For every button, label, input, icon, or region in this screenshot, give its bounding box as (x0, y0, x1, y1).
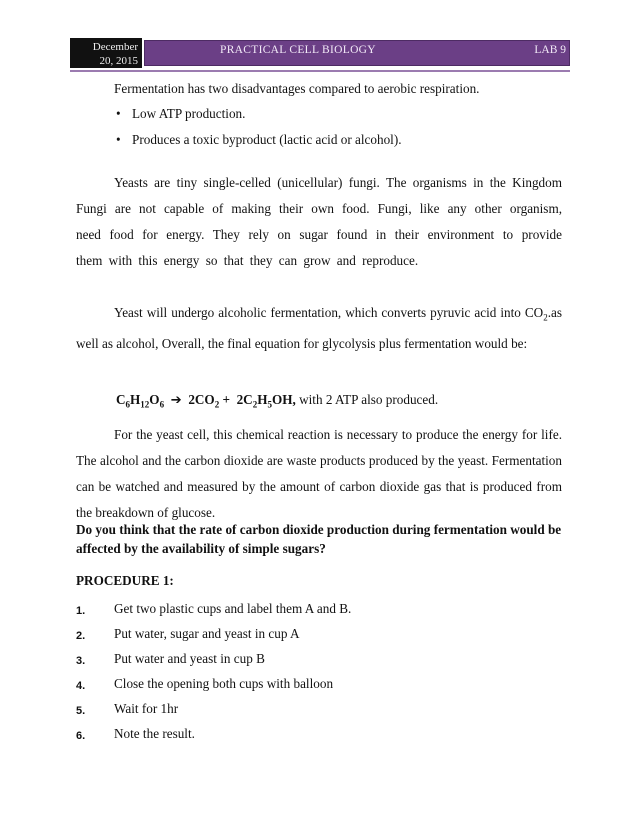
bullet-item: • Produces a toxic byproduct (lactic acid or alcohol). (132, 132, 402, 148)
equation-suffix: with 2 ATP also produced. (295, 392, 439, 407)
step-number: 5. (76, 705, 86, 717)
paragraph-energy: For the yeast cell, this chemical reaction is necessary to produce the energy for life. The alcohol and the carbon dioxide are waste products produced by the yeast. Fermentation can be watched and measured by the amount of carbon dioxide gas that is produced from the breakdown of glucose. (76, 427, 562, 520)
procedure-heading: PROCEDURE 1: (76, 573, 174, 588)
header-rule (70, 70, 570, 72)
step-number: 1. (76, 605, 86, 617)
step-number: 3. (76, 655, 86, 667)
paragraph-fermentation (76, 300, 562, 357)
step-text: Close the opening both cups with balloon (114, 676, 334, 691)
header-date-line1: December (92, 41, 138, 53)
step-text: Note the result. (114, 726, 195, 741)
step-number: 4. (76, 680, 86, 692)
header-lab-number: LAB 9 (534, 44, 566, 56)
intro-text: Fermentation has two disadvantages compared to aerobic respiration. (114, 81, 480, 96)
paragraph-fermentation-part1: Yeast will undergo alcoholic fermentation, which converts pyruvic acid into CO (114, 305, 544, 320)
header-title: PRACTICAL CELL BIOLOGY (220, 44, 376, 56)
step-text: Get two plastic cups and label them A and B. (114, 601, 352, 616)
step-text: Wait for 1hr (114, 701, 179, 716)
chemical-equation: $C_6H_{12}O_6$ ➔ $2CO_2 + 2C_2H_5OH$, with 2 ATP also produced. (116, 392, 439, 410)
subscript: 2 (543, 312, 548, 323)
paragraph-yeast: Yeasts are tiny single-celled (unicellular) fungi. The organisms in the Kingdom Fungi are not capable of making their own food. Fungi, like any other organism, need food for energy. They rely on sugar found in their environment to provide them with this energy so that they can grow and reproduce. (76, 175, 562, 268)
question-text: Do you think that the rate of carbon dioxide production during fermentation would be affected by the availability of simple sugars? (76, 522, 562, 556)
header-date-line2: 20, 2015 (99, 55, 138, 67)
step-text: Put water and yeast in cup B (114, 651, 265, 666)
step-text: Put water, sugar and yeast in cup A (114, 626, 300, 641)
step-number: 2. (76, 630, 86, 642)
header-date (70, 38, 142, 68)
step-number: 6. (76, 730, 86, 742)
arrow-icon: ➔ (170, 393, 182, 408)
paragraph-fermentation-part2: .as well as alcohol, Overall, the final equation for glycolysis plus fermentation would be: (76, 305, 562, 351)
bullet-item: • Low ATP production. (132, 106, 245, 122)
